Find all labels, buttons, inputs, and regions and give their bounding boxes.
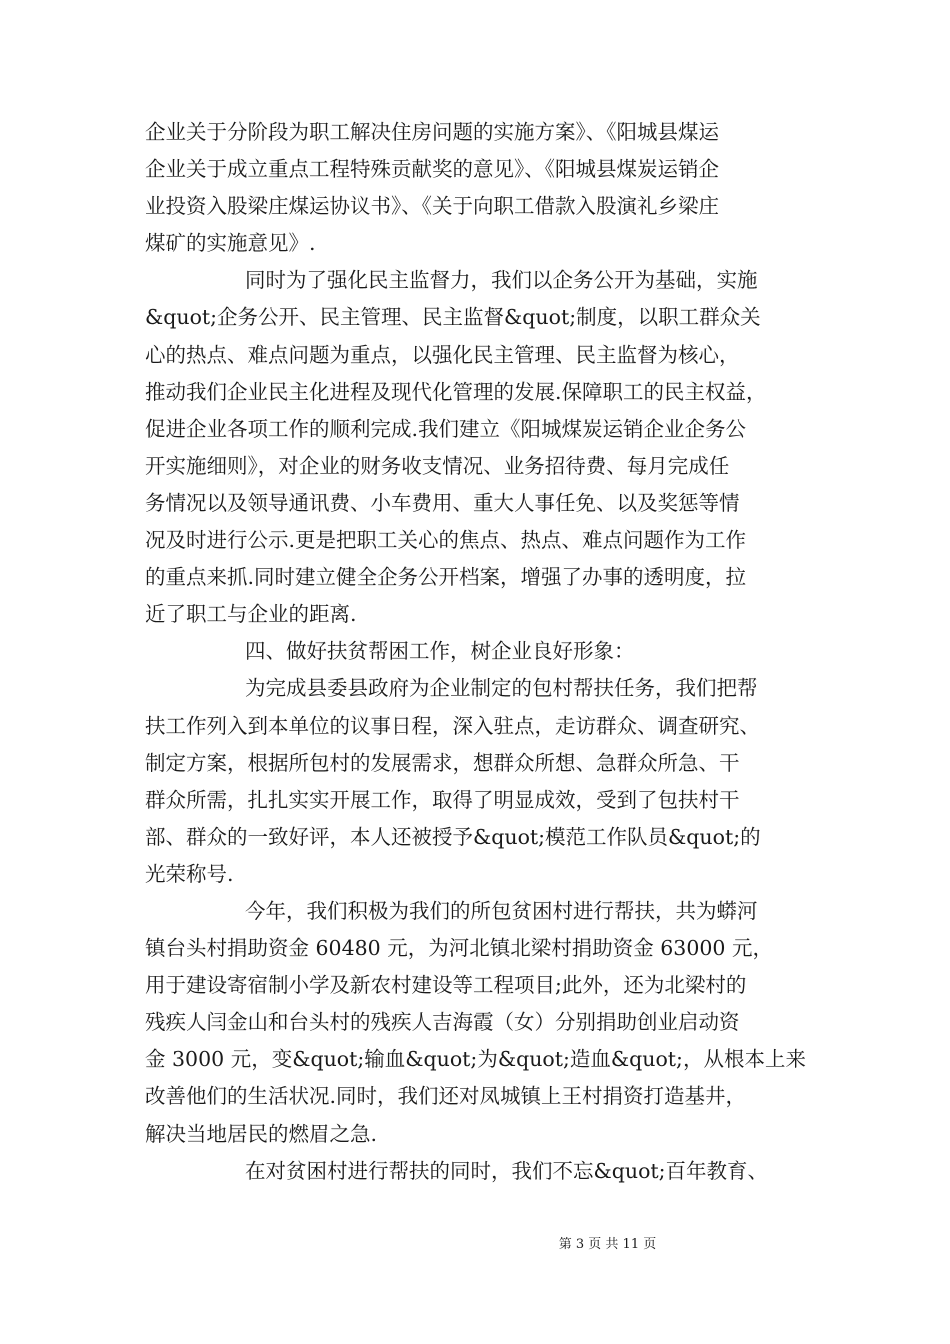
text-line: 光荣称号. bbox=[145, 861, 234, 886]
text-line: 部、群众的一致好评，本人还被授予&quot;模范工作队员&quot;的 bbox=[145, 824, 761, 849]
text-line: 煤矿的实施意见》. bbox=[145, 231, 316, 256]
page-number-footer: 第 3 页 共 11 页 bbox=[558, 1237, 657, 1252]
text-line: 近了职工与企业的距离. bbox=[145, 602, 357, 627]
document-body bbox=[145, 114, 835, 1190]
paragraph-start-line: 为完成县委县政府为企业制定的包村帮扶任务，我们把帮 bbox=[245, 676, 758, 701]
paragraph-start-line: 同时为了强化民主监督力，我们以企务公开为基础，实施 bbox=[245, 268, 758, 293]
text-line: 况及时进行公示.更是把职工关心的焦点、热点、难点问题作为工作 bbox=[145, 528, 747, 553]
text-line: 业投资入股梁庄煤运协议书》、《关于向职工借款入股演礼乡梁庄 bbox=[145, 194, 719, 219]
text-line: 推动我们企业民主化进程及现代化管理的发展.保障职工的民主权益， bbox=[145, 379, 767, 404]
text-line: 促进企业各项工作的顺利完成.我们建立《阳城煤炭运销企业企务公 bbox=[145, 416, 747, 441]
text-line: 的重点来抓.同时建立健全企务公开档案，增强了办事的透明度，拉 bbox=[145, 565, 747, 590]
text-line: 改善他们的生活状况.同时，我们还对凤城镇上王村捐资打造基井， bbox=[145, 1084, 747, 1109]
text-line: 心的热点、难点问题为重点，以强化民主管理、民主监督为核心， bbox=[145, 342, 740, 367]
text-line: 扶工作列入到本单位的议事日程，深入驻点，走访群众、调查研究、 bbox=[145, 713, 760, 738]
text-line: 群众所需，扎扎实实开展工作，取得了明显成效，受到了包扶村干 bbox=[145, 787, 740, 812]
text-line: 务情况以及领导通讯费、小车费用、重大人事任免、以及奖惩等情 bbox=[145, 490, 740, 515]
section-heading: 四、做好扶贫帮困工作，树企业良好形象： bbox=[245, 639, 635, 664]
text-line: 解决当地居民的燃眉之急. bbox=[145, 1121, 378, 1146]
text-line: 残疾人闫金山和台头村的残疾人吉海霞（女）分别捐助创业启动资 bbox=[145, 1010, 740, 1035]
text-line: 金 3000 元，变&quot;输血&quot;为&quot;造血&quot;，从根本上来 bbox=[145, 1047, 806, 1072]
text-line: 制定方案，根据所包村的发展需求，想群众所想、急群众所急、干 bbox=[145, 750, 740, 775]
text-line: &quot;企务公开、民主管理、民主监督&quot;制度，以职工群众关 bbox=[145, 305, 761, 330]
paragraph-start-line: 今年，我们积极为我们的所包贫困村进行帮扶，共为蟒河 bbox=[245, 898, 758, 923]
text-line: 用于建设寄宿制小学及新农村建设等工程项目;此外，还为北梁村的 bbox=[145, 973, 747, 998]
text-line: 企业关于分阶段为职工解决住房问题的实施方案》、《阳城县煤运 bbox=[145, 120, 719, 144]
text-line: 企业关于成立重点工程特殊贡献奖的意见》、《阳城县煤炭运销企 bbox=[145, 157, 719, 182]
text-line: 镇台头村捐助资金 60480 元，为河北镇北梁村捐助资金 63000 元， bbox=[145, 936, 773, 961]
paragraph-start-line: 在对贫困村进行帮扶的同时，我们不忘&quot;百年教育、 bbox=[245, 1158, 769, 1183]
text-line: 开实施细则》，对企业的财务收支情况、业务招待费、每月完成任 bbox=[145, 453, 730, 478]
